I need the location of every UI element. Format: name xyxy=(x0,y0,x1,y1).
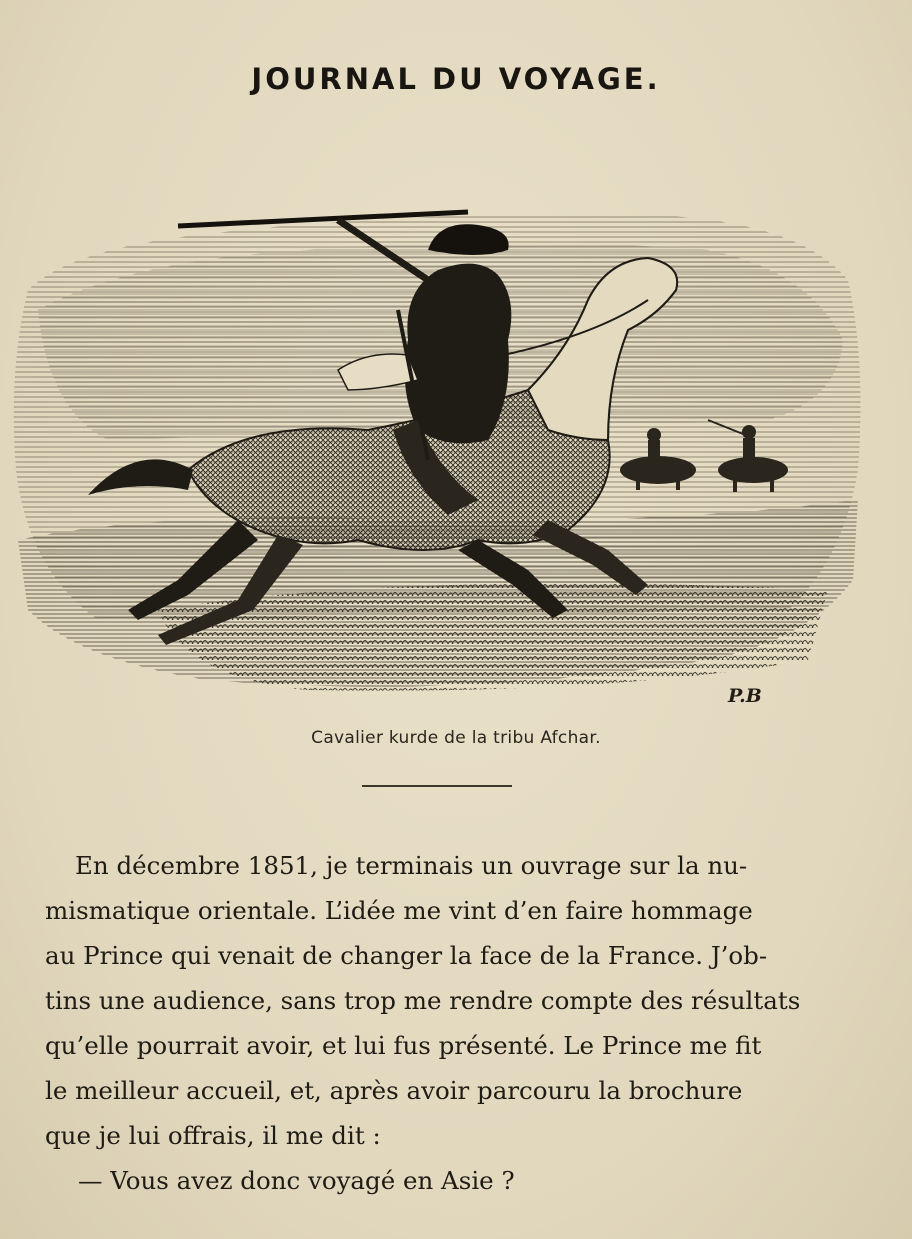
engraver-monogram: P.B xyxy=(728,685,762,707)
text-line: En décembre 1851, je terminais un ouvrage sur la nu- xyxy=(75,851,748,880)
text-line: le meilleur accueil, et, après avoir parcouru la brochure xyxy=(45,1076,743,1105)
text-line: que je lui offrais, il me dit : xyxy=(45,1121,381,1150)
text-line: tins une audience, sans trop me rendre compte des résultats xyxy=(45,986,801,1015)
text-line: — Vous avez donc voyagé en Asie ? xyxy=(78,1166,515,1195)
text-line: mismatique orientale. L’idée me vint d’en faire hommage xyxy=(45,896,753,925)
section-divider xyxy=(362,785,512,787)
text-line: au Prince qui venait de changer la face de la France. J’ob- xyxy=(45,941,768,970)
body-paragraph xyxy=(45,843,827,1203)
page-header: JOURNAL DU VOYAGE. xyxy=(251,62,661,96)
text-line: qu’elle pourrait avoir, et lui fus présenté. Le Prince me fit xyxy=(45,1031,762,1060)
illustration-caption: Cavalier kurde de la tribu Afchar. xyxy=(311,728,601,748)
engraving-illustration xyxy=(8,140,868,715)
